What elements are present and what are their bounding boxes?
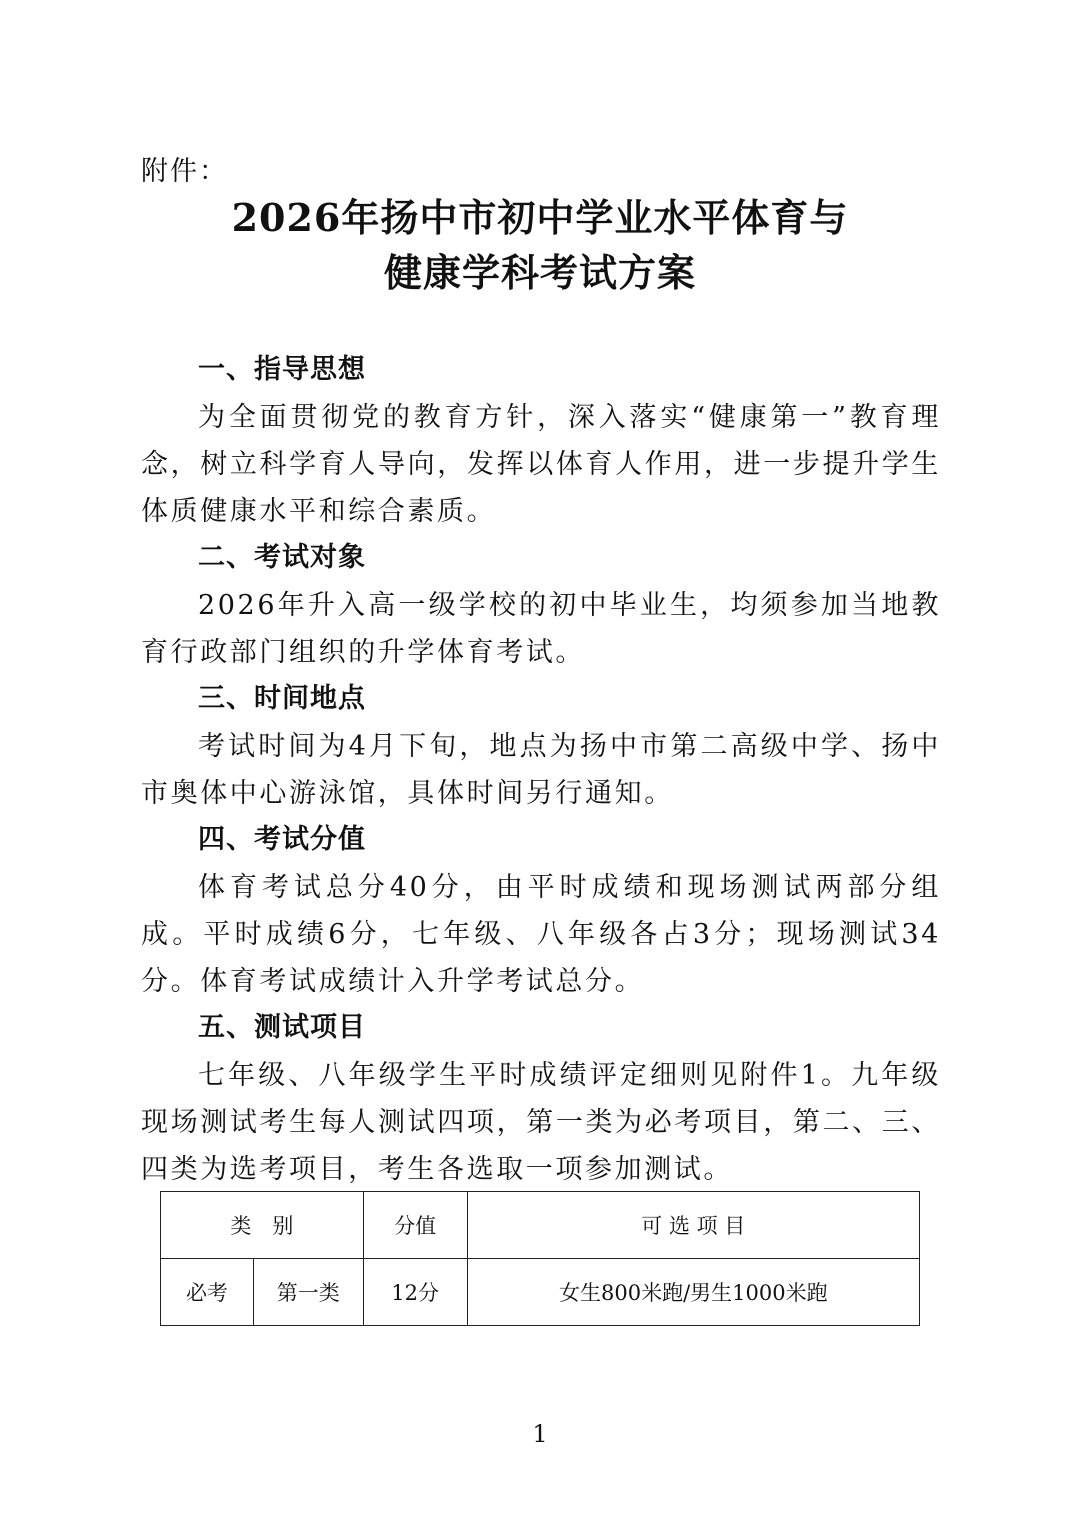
section-heading-exam-scores: 四、考试分值 [198, 824, 366, 855]
section-text-exam-scores: 体育考试总分40分，由平时成绩和现场测试两部分组成。平时成绩6分，七年级、八年级各占3分；现场测试34分。体育考试成绩计入升学考试总分。 [141, 872, 941, 997]
cell-score: 12分 [363, 1259, 467, 1326]
test-items-table [160, 1191, 920, 1326]
header-category: 类 别 [161, 1192, 364, 1259]
table-row [161, 1259, 920, 1326]
table-header-row [161, 1192, 920, 1259]
section-text-guiding-ideology: 为全面贯彻党的教育方针，深入落实“健康第一”教育理念，树立科学育人导向，发挥以体育人作用，进一步提升学生体质健康水平和综合素质。 [141, 402, 941, 527]
section-text-exam-subjects: 2026年升入高一级学校的初中毕业生，均须参加当地教育行政部门组织的升学体育考试。 [141, 590, 941, 668]
section-heading-exam-subjects: 二、考试对象 [198, 542, 366, 573]
cell-type: 必考 [161, 1259, 254, 1326]
cell-class: 第一类 [253, 1259, 363, 1326]
attachment-label: 附件： [141, 156, 228, 187]
header-score: 分值 [363, 1192, 467, 1259]
section-text-test-items: 七年级、八年级学生平时成绩评定细则见附件1。九年级现场测试考生每人测试四项，第一类为必考项目，第二、三、四类为选考项目，考生各选取一项参加测试。 [141, 1060, 941, 1185]
header-options: 可 选 项 目 [467, 1192, 919, 1259]
section-heading-test-items: 五、测试项目 [198, 1012, 366, 1043]
section-heading-guiding-ideology: 一、指导思想 [198, 354, 366, 385]
cell-options: 女生800米跑/男生1000米跑 [467, 1259, 919, 1326]
section-text-time-location: 考试时间为4月下旬，地点为扬中市第二高级中学、扬中市奥体中心游泳馆，具体时间另行通知。 [141, 731, 941, 809]
document-title-line-1: 2026年扬中市初中学业水平体育与 [231, 195, 849, 240]
section-heading-time-location: 三、时间地点 [198, 683, 366, 714]
page-number: 1 [532, 1420, 548, 1448]
document-title-line-2: 健康学科考试方案 [383, 250, 696, 295]
